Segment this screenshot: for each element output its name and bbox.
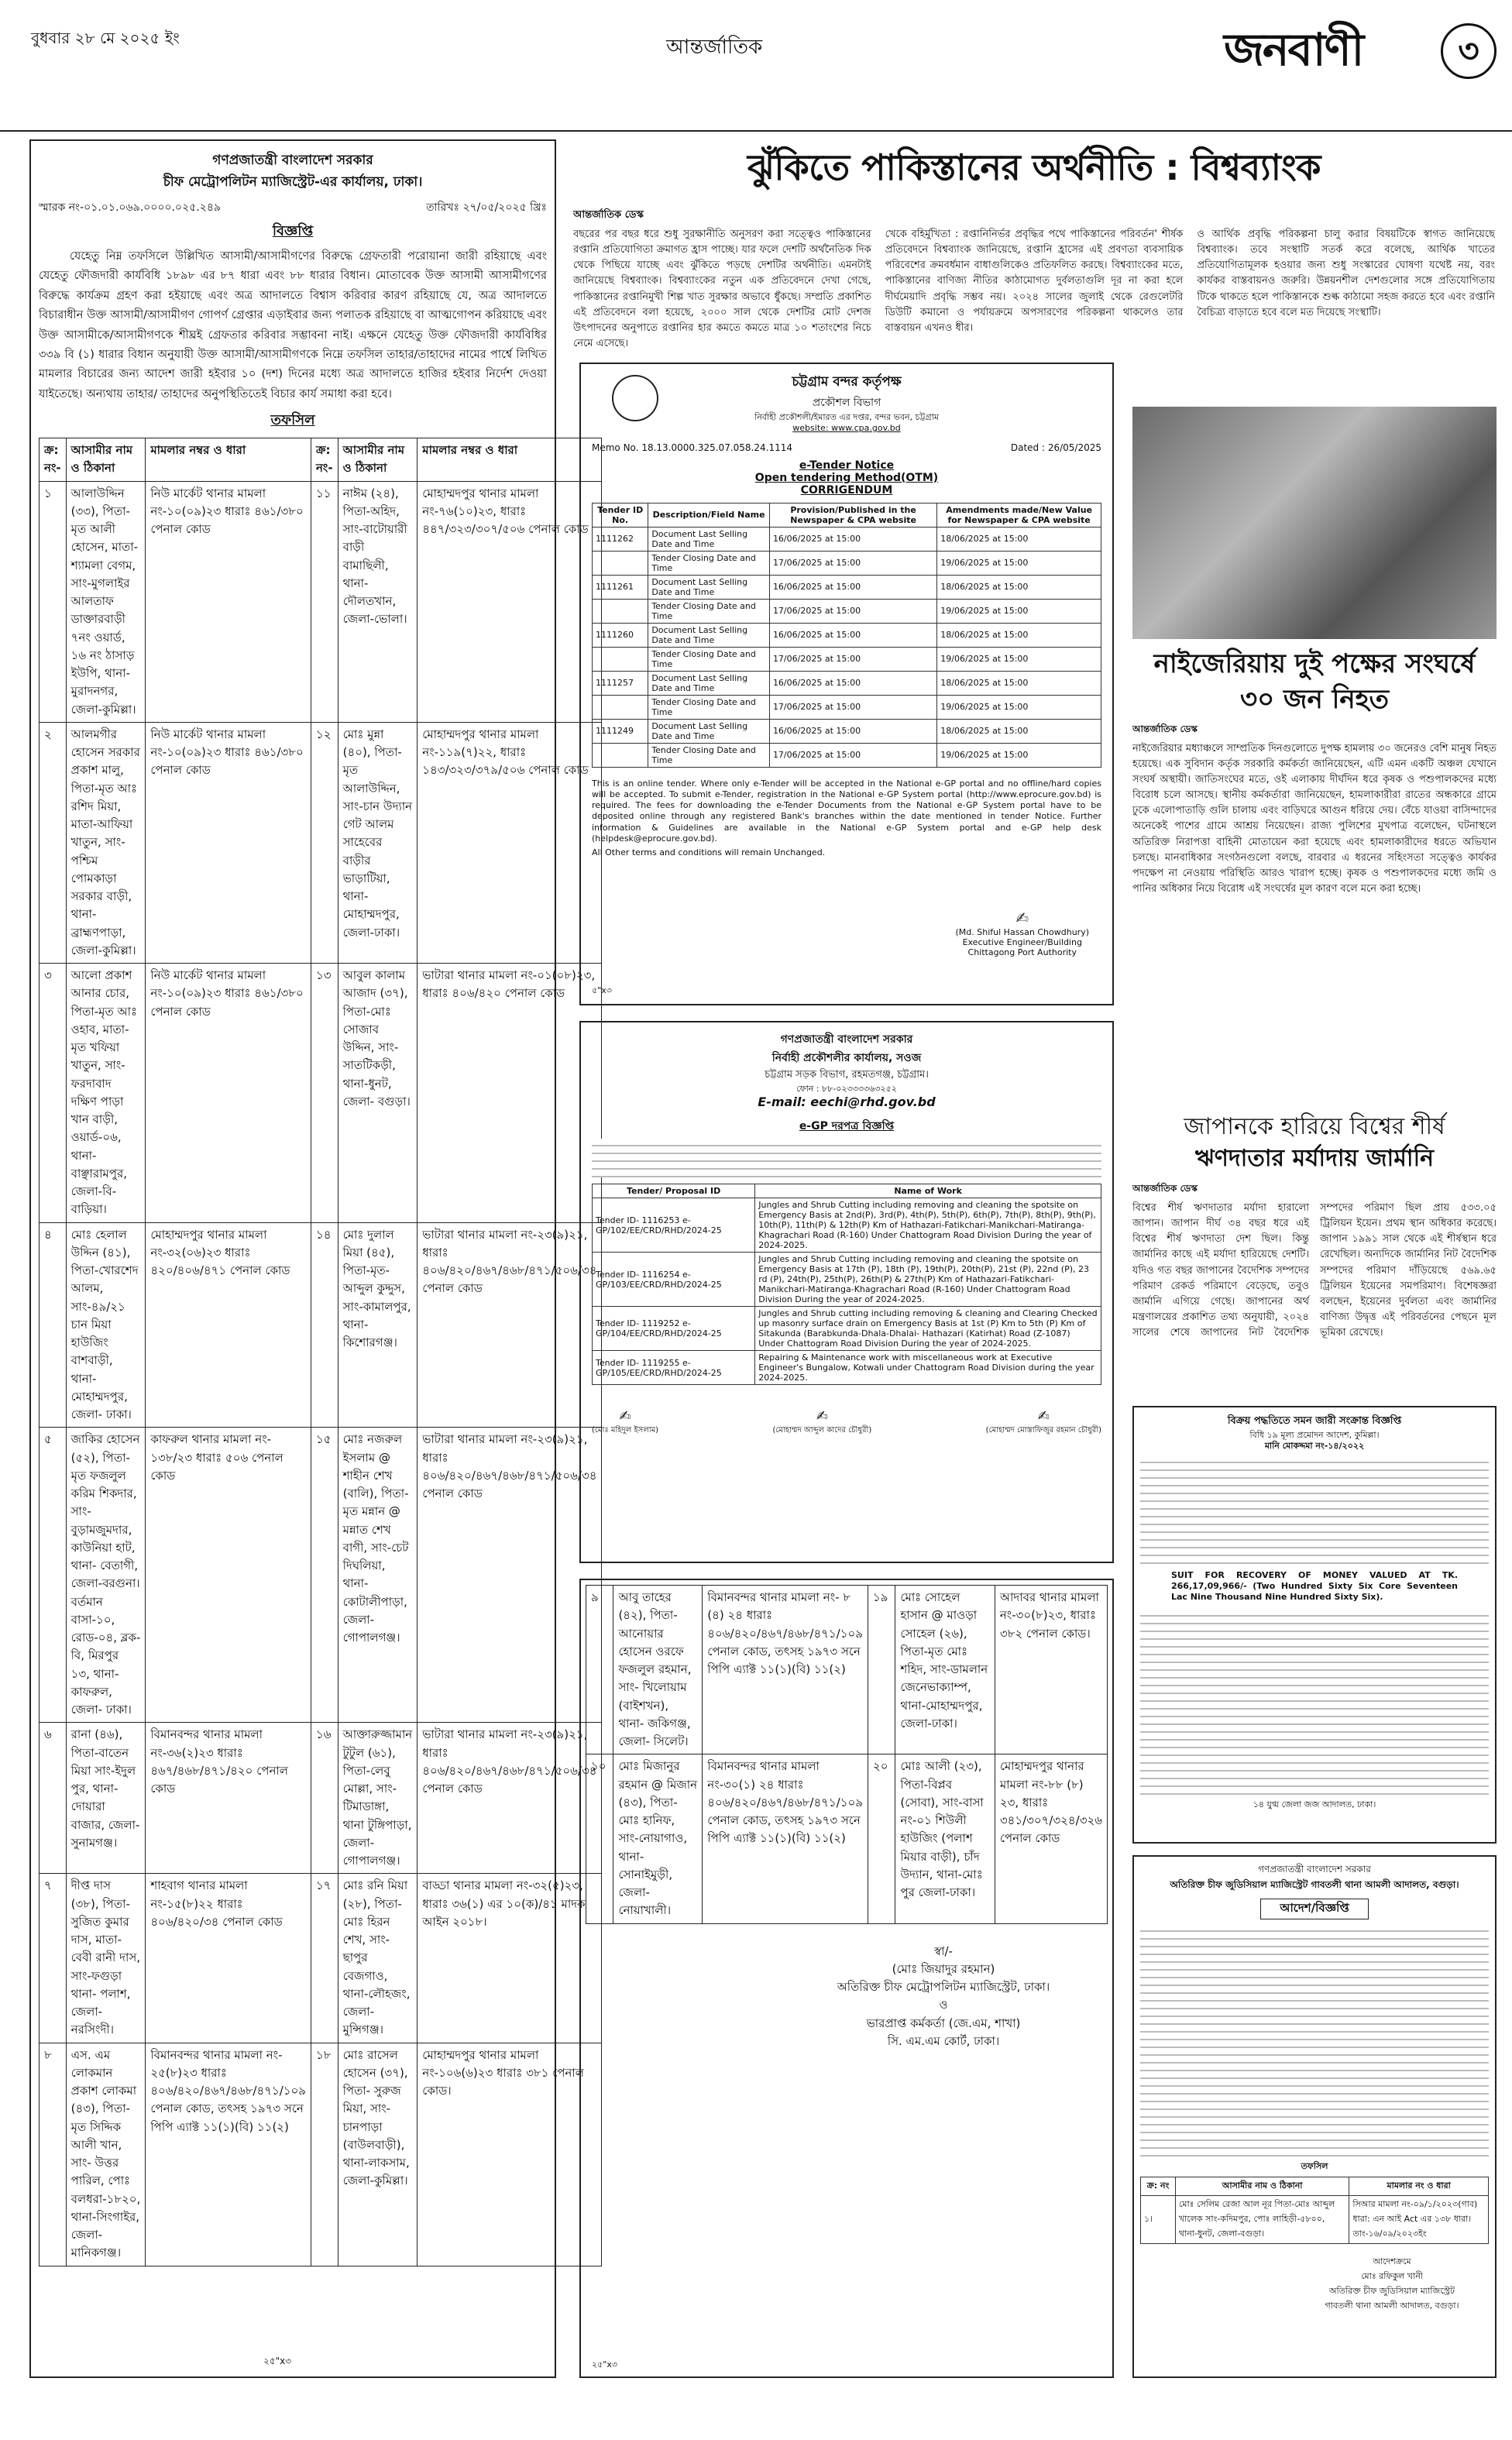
- table-cell: 19/06/2025 at 15:00: [937, 743, 1101, 767]
- bogura-gov: গণপ্রজাতন্ত্রী বাংলাদেশ সরকার: [1258, 1864, 1371, 1875]
- article-headline: ঝুঁকিতে পাকিস্তানের অর্থনীতি : বিশ্বব্যাংক: [747, 146, 1321, 188]
- table-cell: [593, 695, 648, 719]
- table-cell: ৬: [40, 1723, 67, 1874]
- rhd-email: E-mail: eechi@rhd.gov.bd: [758, 1095, 936, 1110]
- tender-row: [593, 527, 1101, 551]
- rhd-signature-2: ✍ (মোহাম্মদ আব্দুল কাদের চৌধুরী): [772, 1408, 872, 1435]
- table-cell: 16/06/2025 at 15:00: [769, 527, 936, 551]
- table-cell: ১২: [311, 722, 338, 963]
- table-cell: ২০: [868, 1754, 895, 1923]
- rhd-office: নির্বাহী প্রকৌশলীর কার্যালয়, সওজ: [771, 1052, 922, 1064]
- col-header: Name of Work: [755, 1184, 1101, 1198]
- table-cell: বিমানবন্দর থানার মামলা নং- ২৫(৮)২৩ ধারাঃ ৪০৬/৪২০/৪৬৭/৪৬৮/৪৭১/১০৯ পেনাল কোড, তৎসহ ১৯৭৩ সনে পিপি এ্যাক্ট ১১(১)(বি) ১১(২): [146, 2043, 311, 2266]
- table-cell: 1111262: [593, 527, 648, 551]
- cpa-signer-name: (Md. Shiful Hassan Chowdhury): [955, 927, 1089, 937]
- table-cell: ৫: [40, 1428, 67, 1723]
- nigeria-photo: [1132, 407, 1497, 639]
- table-cell: Document Last Selling Date and Time: [648, 623, 770, 647]
- table-row: ১। মোঃ সেলিম রেজা আল নূর পিতা-মোঃ আব্দুল খালেক সাং-কদিমপুর, পোঃ লাহিড়ী-৫৮০০, থানা-ধুনট, জেলা-বগুড়া। সিআর মামলা নং-০৯/১/২০২৩(গাব) ধারা: এন আই Act এর ১৩৮ ধারা। তাং-১৬/০৯/২০২৩ইং: [1141, 2196, 1489, 2244]
- table-cell: ২: [40, 722, 67, 963]
- cpa-title-2: Open tendering Method(OTM): [754, 471, 939, 484]
- schedule-row: [40, 1874, 602, 2043]
- table-cell: মোঃ আলী (২৩), পিতা-বিপ্লব (সোবা), সাং-বাসা নং-০১ শিউলী হাউজিং (পলাশ মিয়ার বাড়ী), চাঁদ উদ্যান, থানা-মোঃ পুর জেলা-ঢাকা।: [895, 1754, 995, 1923]
- table-cell: মোহাম্মদপুর থানার মামলা নং-৮৮ (৮) ২৩, ধারাঃ ৩৪১/৩০৭/৩২৪/৩২৬ পেনাল কোড: [995, 1754, 1107, 1923]
- rhd-title: e-GP দরপত্র বিজ্ঞপ্তি: [799, 1120, 895, 1133]
- table-cell: আবুল কালাম আজাদ (৩৭), পিতা-মোঃ সোজাব উদ্দিন, সাং-সাতটিকড়ী, থানা-ধুনট, জেলা- বগুড়া।: [338, 964, 418, 1223]
- notice-body: যেহেতু নিম্ন তফসিলে উল্লিখিত আসামী/আসামীগণের বিরুদ্ধে গ্রেফতারী পরোয়ানা জারী রহিয়াছে এবং যেহেতু ফৌজদারী কার্যবিধি ১৮৯৮ এর ৮৭ ধারা এবং ৮৮ ধারার বিধান। মোতাবেক উক্ত আসামী আসামীগণের বিরুদ্ধে কার্যক্রম গ্রহণ করা হইয়াছে এবং অত্র আদালতে বিশ্বাস করিবার কারণ রহিয়াছে যে, অত্র আদালতে বিচারাধীন উক্ত আসামী/আসামীগণ গোপর্ণ গ্রেপ্তার এড়াইবার জন্য পলাতক রহিয়াছে বা আত্মগোপন করিয়াছে এবং উক্ত আসামীকে/আসামীগণকে শীঘ্রই গ্রেফতার করিবার সম্ভাবনা নাই। এক্ষনে যেহেতু উক্ত ফৌজদারী কার্যবিধির ৩৩৯ বি (১) ধারার বিধান অনুযায়ী উক্ত আসামী/আসামীগণকে নিম্নে তফসিল তাহার/তাহাদের নামের পার্শ্বে লিখিত মামলার বিচারের জন্য আদেশ জারী হইবার ১০ (দশ) দিনের মধ্যে অত্র আদালতে হাজির হইবার নির্দেশ দেওয়া যাইতেছে। অন্যথায় তাহার/ তাহাদের অনুপস্থিতিতেই বিচার কার্য সমাধা করা হবে।: [39, 250, 547, 400]
- ad-code: ৫"x৩: [592, 985, 612, 995]
- table-cell: Document Last Selling Date and Time: [648, 575, 770, 599]
- table-cell: ১৪: [311, 1222, 338, 1428]
- bogura-court: অতিরিক্ত চীফ জুডিসিয়াল ম্যাজিস্ট্রেট গাবতলী থানা আমলী আদালত, বগুড়া।: [1170, 1879, 1459, 1890]
- summon-footer: ১৪ যুগ্ম জেলা জজ আদালত, ঢাকা।: [1253, 1799, 1376, 1810]
- cpa-signer-title: Executive Engineer/Building: [962, 937, 1082, 947]
- table-cell: বিমানবন্দর থানার মামলা নং-৩৬(২)২৩ ধারাঃ ৪৬৭/৪৬৮/৪৭১/৪২০ পেনাল কোড: [146, 1723, 311, 1874]
- table-cell: Document Last Selling Date and Time: [648, 527, 770, 551]
- col-header: ক্র: নং-: [311, 438, 338, 482]
- table-cell: ১৭: [311, 1874, 338, 2043]
- table-cell: 1111249: [593, 719, 648, 743]
- table-cell: 16/06/2025 at 15:00: [769, 623, 936, 647]
- tender-row: [593, 671, 1101, 695]
- cpa-signer-org: Chittagong Port Authority: [967, 947, 1077, 957]
- masthead-logo: [1224, 15, 1363, 91]
- table-cell: ১৫: [311, 1428, 338, 1723]
- tender-row: [593, 1351, 1101, 1385]
- summon-english: SUIT FOR RECOVERY OF MONEY VALUED AT TK. 266,17,09,966/- (Two Hundred Sixty Six Core Seventeen Lac Nine Thousand Nine Hundred Sixty Six).: [1171, 1569, 1458, 1603]
- table-cell: 18/06/2025 at 15:00: [937, 671, 1101, 695]
- notice-memo: স্মারক নং-০১.০১.০৬৯.০০০০.০২৫.২৪৯: [39, 201, 222, 214]
- schedule-row: [40, 1428, 602, 1723]
- table-cell: [593, 599, 648, 623]
- cpa-org: চট্টগ্রাম বন্দর কর্তৃপক্ষ: [792, 374, 902, 390]
- tender-row: [593, 743, 1101, 767]
- table-cell: Jungles and Shrub cutting including removing & cleaning and Clearing Checked up masonry surface drain on Emergency Basis at 1st (P) Km to 5th (P) Km of Sitakunda (Barabkunda-Dhala-Dhalai- Hathazari (Katirhat) Road (Z-1087) Under Chattogram Road Division During the year of 2024-2025.: [755, 1307, 1101, 1351]
- bogura-sig-title: আদেশক্রমে: [1373, 2256, 1411, 2267]
- table-cell: [593, 551, 648, 575]
- nigeria-headline: নাইজেরিয়ায় দুই পক্ষের সংঘর্ষে ৩০ জন নিহত: [1153, 648, 1476, 715]
- tender-row: [593, 1198, 1101, 1253]
- tender-row: [593, 1307, 1101, 1351]
- bogura-court-notice: [1132, 1855, 1497, 2378]
- notice-title: বিজ্ঞপ্তি: [272, 223, 314, 239]
- table-cell: Tender Closing Date and Time: [648, 695, 770, 719]
- table-cell: 19/06/2025 at 15:00: [937, 695, 1101, 719]
- table-cell: 19/06/2025 at 15:00: [937, 599, 1101, 623]
- col-header: আসামীর নাম ও ঠিকানা: [1175, 2177, 1349, 2196]
- table-cell: ভাটারা থানার মামলা নং-২৩(৯)২১, ধারাঃ ৪০৬/৪২০/৪৬৭/৪৬৮/৪৭১/৫০৬/৩৪ পেনাল কোড: [418, 1222, 602, 1428]
- table-cell: এস. এম লোকমান প্রকাশ লোকমা (৪৩), পিতা- মৃত সিদ্দিক আলী খান, সাং- উত্তর পারিল, পোঃ বলধরা-১৮২০, থানা-সিংগাইর, জেলা-মানিকগঞ্জ।: [66, 2043, 146, 2266]
- table-cell: 18/06/2025 at 15:00: [937, 575, 1101, 599]
- table-cell: মোহাম্মদপুর থানার মামলা নং-৩২(০৬)২৩ ধারাঃ ৪২০/৪০৬/৪৭১ পেনাল কোড: [146, 1222, 311, 1428]
- table-cell: নিউ মার্কেট থানার মামলা নং-১০(০৯)২৩ ধারাঃ ৪৬১/৩৮০ পেনাল কোড: [146, 964, 311, 1223]
- table-cell: ১০: [586, 1754, 613, 1923]
- tender-row: [593, 719, 1101, 743]
- table-cell: ১৮: [311, 2043, 338, 2266]
- col-header: আসামীর নাম ও ঠিকানা: [338, 438, 418, 482]
- table-cell: মোঃ মুন্না (৪০), পিতা-মৃত আলাউদ্দিন, সাং-চান উদ্যান গেট আলম সাহেবের বাড়ীর ভাড়াটিয়া, থানা-মোহাম্মদপুর, জেলা-ঢাকা।: [338, 722, 418, 963]
- table-cell: Tender Closing Date and Time: [648, 647, 770, 671]
- col-header: ক্র: নং-: [40, 438, 67, 482]
- table-cell: রানা (৪৬), পিতা-বাতেন মিয়া সাং-ইদুল পুর, থানা-দোয়ারা বাজার, জেলা- সুনামগঞ্জ।: [66, 1723, 146, 1874]
- cpa-footer-2: All Other terms and conditions will remain Unchanged.: [592, 847, 826, 858]
- court-notice-left: [29, 139, 597, 2378]
- tender-row: [593, 623, 1101, 647]
- japan-headline-1: জাপানকে হারিয়ে বিশ্বের শীর্ষ: [1184, 1113, 1445, 1140]
- table-cell: 17/06/2025 at 15:00: [769, 647, 936, 671]
- col-header: ক্র: নং: [1141, 2177, 1176, 2196]
- rhd-signature-3: ✍ (মোহাম্মদ মোস্তাফিজুর রহমান চৌধুরী): [985, 1408, 1101, 1435]
- table-cell: 1111260: [593, 623, 648, 647]
- nigeria-body: নাইজেরিয়ার মধ্যাঞ্চলে সাম্প্রতিক দিনগুলোতে দুপক্ষ হামলায় ৩০ জনেরও বেশি মানুষ নিহত হয়েছে। এক সুবিদান কর্তৃক সরকারি কর্মকর্তা জানিয়েছেন, এটি এমন একটি অঞ্চল যেখানে সংঘর্ষ অস্থায়ী। জাতিসংঘের মতে, ওই এলাকায় দীর্ঘদিন ধরে কৃষক ও পশুপালকদের মধ্যে বিরোধ চলে আসছে। স্থানীয় কর্মকর্তারা জানিয়েছেন, হামলাকারীরা রাতের অন্ধকারে গ্রামে ঢুকে এলোপাতাড়ি গুলি চালায় এবং বাড়িঘরে আগুন ধরিয়ে দেয়। বেঁচে যাওয়া বাসিন্দাদের অনেকেই পাশের গ্রামে আশ্রয় নিয়েছেন। রাজ্য পুলিশের মুখপাত্র বলেছেন, ঘটনাস্থলে অতিরিক্ত নিরাপত্তা বাহিনী মোতায়েন করা হয়েছে এবং হামলাকারীদের ধরতে অভিযান চলছে। মানবাধিকার সংগঠনগুলো বলছে, বারবার এ ধরনের সহিংসতা সত্ত্বেও কার্যকর পদক্ষেপ না নেওয়ায় পরিস্থিতি আরও খারাপ হচ্ছে। কৃষক ও পশুপালকদের মধ্যে জমি ও পানির অধিকার নিয়ে বিরোধ এই সংঘর্ষের মূল কারণ বলে মনে করা হচ্ছে।: [1132, 742, 1497, 895]
- table-cell: মোঃ সোহেল হাসান @ মাওড়া সোহেল (২৬), পিতা-মৃত মোঃ শহিদ, সাং-ডামলান জেনেভাক্যাম্প, থানা-মোহাম্মদপুর, জেলা-ঢাকা।: [895, 1586, 995, 1754]
- table-cell: 1111261: [593, 575, 648, 599]
- bogura-table: [1140, 2177, 1489, 2244]
- table-cell: মোঃ মিজানুর রহমান @ মিজান (৪৩), পিতা-মোঃ হানিফ, সাং-নোয়াগাও, থানা-সোনাইমুড়ী, জেলা-নোয়াখালী।: [613, 1754, 703, 1923]
- col-header: Provision/Published in the Newspaper & CPA website: [769, 503, 936, 527]
- magistrate-title: অতিরিক্ত চীফ মেট্রোপলিটন ম্যাজিস্ট্রেট, ঢাকা।: [837, 1980, 1050, 1994]
- table-cell: মোহাম্মদপুর থানার মামলা নং-১১৯(৭)২২, ধারাঃ ১৪৩/৩২৩/৩৭৯/৫০৬ পেনাল কোড: [418, 722, 602, 963]
- rhd-signature-1: ✍ (মোঃ মহিদুল ইসলাম): [592, 1408, 659, 1435]
- table-cell: Tender ID- 1119255 e-GP/105/EE/CRD/RHD/2024-25: [593, 1351, 755, 1385]
- summon-notice: [1132, 1406, 1497, 1844]
- table-cell: শাহবাগ থানার মামলা নং-১৫(৮)২২ ধারাঃ ৪০৬/৪২০/৩৪ পেনাল কোড: [146, 1874, 311, 2043]
- schedule-title: তফসিল: [270, 412, 315, 428]
- schedule-table-continued: [586, 1585, 1108, 1924]
- rhd-division: চট্টগ্রাম সড়ক বিভাগ, রহমতগঞ্জ, চট্টগ্রাম।: [765, 1069, 929, 1081]
- col-header: মামলার নম্বর ও ধারা: [146, 438, 311, 482]
- table-cell: আলো প্রকাশ আনার চোর, পিতা-মৃত আঃ ওহাব, মাতা-মৃত খফিয়া খাতুন, সাং-ফরদাবাদ দক্ষিণ পাড়া খান বাড়ী, ওয়ার্ড-০৬, থানা-বাঞ্ছারামপুর, জেলা-বি-বাড়িয়া।: [66, 964, 146, 1223]
- table-cell: আবু তাহের (৪২), পিতা- আনোয়ার হোসেন ওরফে ফজলুল রহমান, সাং- খিলোয়াম (বাইশখন), থানা- জকিগঞ্জ, জেলা- সিলেট।: [613, 1586, 703, 1754]
- table-cell: 17/06/2025 at 15:00: [769, 695, 936, 719]
- logo-text: জনবাণী: [1224, 23, 1363, 76]
- schedule-row: [40, 1723, 602, 1874]
- table-cell: আদাবর থানার মামলা নং-৩০(৮)২৩, ধারাঃ ৩৮২ পেনাল কোড।: [995, 1586, 1107, 1754]
- table-cell: Document Last Selling Date and Time: [648, 719, 770, 743]
- col-header: Description/Field Name: [648, 503, 770, 527]
- table-cell: ৩: [40, 964, 67, 1223]
- nigeria-article: [1132, 647, 1497, 958]
- japan-body: বিশ্বের শীর্ষ ঋণদাতার মর্যাদা হারালো জাপান। জাপান দীর্ঘ ৩৪ বছর ধরে এই বিশ্বের শীর্ষ ঋণদাতা দেশ ছিল। কিন্তু জার্মানির কাছে এই মর্যাদা হারিয়েছে দেশটি। যদিও গত বছর জাপানের বৈদেশিক সম্পদের পরিমাণ রেকর্ড পরিমাণে বেড়েছে, তবুও জার্মানি এগিয়ে গেছে। জাপানের অর্থ মন্ত্রণালয়ের প্রকাশিত তথ্য অনুযায়ী, ২০২৪ সালের শেষে জাপানের নিট বৈদেশিক সম্পদের পরিমাণ ছিল প্রায় ৫৩৩.০৫ ট্রিলিয়ন ইয়েন। প্রথম স্থান অধিকার করেছে। জাপান ১৯৯১ সাল থেকে এই শীর্ষস্থান ধরে রেখেছিল। অন্যদিকে জার্মানির নিট বৈদেশিক সম্পদের পরিমাণ দাঁড়িয়েছে ৫৬৯.৬৫ ট্রিলিয়ন ইয়েনের সমপরিমাণ। বিশেষজ্ঞরা বলছেন, ইয়েনের দুর্বলতা এবং জার্মানির বাণিজ্য উদ্বৃত্ত এই পরিবর্তনের পেছনে মূল ভূমিকা রেখেছে।: [1132, 1202, 1497, 1339]
- schedule-row: [40, 2043, 602, 2266]
- table-cell: 19/06/2025 at 15:00: [937, 551, 1101, 575]
- rhd-phone: ফোন : ৮৮-০২৩৩৩৩৬৩২৫২: [796, 1084, 897, 1094]
- cpa-tender-table: [592, 503, 1101, 768]
- table-cell: আক্তারুজ্জামান টুটুল (৬১), পিতা-লেবু মোল্লা, সাং-টিমাডাঙ্গা, থানা টুঙ্গিপাড়া, জেলা-গোপালগঞ্জ।: [338, 1723, 418, 1874]
- table-cell: ১৩: [311, 964, 338, 1223]
- bogura-schedule: তফসিল: [1301, 2161, 1328, 2171]
- officer-title: ভারপ্রাপ্ত কর্মকর্তা (জে.এম, শাখা): [866, 2016, 1021, 2030]
- sig-mark: স্বা/-: [934, 1943, 953, 1958]
- table-cell: 18/06/2025 at 15:00: [937, 527, 1101, 551]
- article-col-3: ও আর্থিক প্রবৃদ্ধি পরিকল্পনা চালু করার বিষয়টিকে স্বাগত জানিয়েছে বিশ্বব্যাংক। তবে সংস্থাটি সতর্ক করে বলেছে, আর্থিক খাতের প্রতিযোগিতামূলক হওয়ার জন্য শুধু সংস্কারের ঘোষণা যথেষ্ট নয়, বরং কার্যকর বাস্তবায়নও জরুরি। উন্নয়নশীল দেশগুলোর সঙ্গে প্রতিযোগিতায় টিকে থাকতে হলে পাকিস্তানকে শুল্ক কাঠামো সহজ করতে হবে এবং রপ্তানি বৈচিত্র্য বাড়াতে হবে বলে মত দিয়েছে সংস্থাটি।: [1197, 229, 1495, 318]
- table-cell: দীপ্ত দাস (৩৮), পিতা- সুজিত কুমার দাস, মাতা- বেবী রানী দাস, সাং-ফগুড়া থানা- পলাশ, জেলা- নরসিংদী।: [66, 1874, 146, 2043]
- table-cell: ১১: [311, 481, 338, 722]
- cpa-tender-notice: [579, 363, 1114, 1005]
- cpa-title-3: CORRIGENDUM: [800, 483, 893, 497]
- table-cell: বিমানবন্দর থানার মামলা নং- ৮ (৪) ২৪ ধারাঃ ৪০৬/৪২০/৪৬৭/৪৬৮/৪৭১/১০৯ পেনাল কোড, তৎসহ ১৯৭৩ সনে পিপি এ্যাক্ট ১১(১)(বি) ১১(২): [703, 1586, 868, 1754]
- table-cell: 16/06/2025 at 15:00: [769, 671, 936, 695]
- table-cell: Jungles and Shrub Cutting including removing and cleaning the spotsite on Emergency Basis at 2nd(P), 3rd(P), 4th(P), 5th(P), 6th(P), 7th(P), 8th(P), 9th(P), 10th(P), 11th(P) & 12th(P) Km of Hathazari-Fatikchari-Manikchari-Matiranga-Khagrachari Road (R-160) Under Chattogram Road Division During the year of 2024-2025.: [755, 1198, 1101, 1253]
- cpa-address: নির্বাহী প্রকৌশলী/ইমারত এর দপ্তর, বন্দর ভবন, চট্টগ্রাম: [754, 412, 939, 422]
- summon-body-text: [1140, 1609, 1489, 1795]
- tender-row: [593, 575, 1101, 599]
- table-cell: [593, 647, 648, 671]
- cpa-title-1: e-Tender Notice: [799, 459, 895, 472]
- page-number: ৩: [1441, 23, 1497, 79]
- schedule-row: [40, 1222, 602, 1428]
- table-cell: ভাটারা থানার মামলা নং-২৩(৯)২১, ধারাঃ ৪০৬/৪২০/৪৬৭/৪৬৮/৪৭১/৫০৬/৩৪ পেনাল কোড: [418, 1428, 602, 1723]
- table-cell: 18/06/2025 at 15:00: [937, 719, 1101, 743]
- schedule-row: [40, 722, 602, 963]
- japan-desk: আন্তর্জাতিক ডেস্ক: [1132, 1183, 1198, 1194]
- page-header: [0, 0, 1512, 132]
- japan-headline-2: ঋণদাতার মর্যাদায় জার্মানি: [1194, 1144, 1435, 1172]
- table-cell: 17/06/2025 at 15:00: [769, 599, 936, 623]
- bogura-body-text: [1140, 1924, 1489, 2156]
- table-cell: আলাউদ্দিন (৩৩), পিতা-মৃত আলী হোসেন, মাতা-শ্যামলা বেগম, সাং-মুগলাইর আলতাফ ডাক্তারবাড়ী ৭নং ওয়ার্ড, ১৬ নং ঠাসাড় ইউপি, থানা-মুরাদনগর, জেলা-কুমিল্লা।: [66, 481, 146, 722]
- cpa-dated: Dated : 26/05/2025: [1010, 442, 1101, 453]
- table-cell: ৭: [40, 1874, 67, 2043]
- table-cell: Tender Closing Date and Time: [648, 599, 770, 623]
- cpa-logo-icon: [612, 375, 658, 421]
- tender-row: [593, 647, 1101, 671]
- rhd-tender-notice: [579, 1021, 1114, 1563]
- schedule-row: [586, 1586, 1108, 1754]
- header-section: আন্তর্জাতিক: [666, 36, 763, 59]
- bogura-sig-org: গাবতলী থানা আমলী আদালত, বগুড়া।: [1325, 2301, 1459, 2311]
- notice-date: তারিখঃ ২৭/০৫/২০২৫ খ্রিঃ: [426, 201, 547, 214]
- article-desk: আন্তর্জাতিক ডেস্ক: [573, 209, 644, 221]
- summon-subtitle: বিধি ১৯ মূল্য প্রমোদন আদেশ, কুমিল্লা।: [1249, 1430, 1380, 1440]
- schedule-table: [39, 438, 602, 2266]
- table-cell: মোহাম্মদপুর থানার মামলা নং-৭৬(১০)২৩, ধারাঃ ৪৪৭/৩২৩/৩০৭/৫০৬ পেনাল কোড: [418, 481, 602, 722]
- bogura-sig-name: মোঃ রফিকুল খানী: [1361, 2271, 1423, 2282]
- rhd-gov: গণপ্রজাতন্ত্রী বাংলাদেশ সরকার: [780, 1033, 913, 1046]
- officer-org: সি. এম.এম কোর্ট, ঢাকা।: [887, 2033, 1000, 2048]
- cpa-footer: This is an online tender. Where only e-Tender will be accepted in the National e-GP portal and no offline/hard copies will be accepted. To submit e-Tender, registration in the National e-GP System portal (http://www.eprocure.gov.bd) is required. The fees for downloading the e-Tender Documents from the National e-GP System portal have to be deposited online through any registered Bank's branches within the date mentioned in tender Notice. Further information & Guidelines are available in the National e-GP System portal and e-GP help desk (helpdesk@eprocure.gov.bd).: [592, 778, 1101, 844]
- tender-row: [593, 695, 1101, 719]
- col-header: আসামীর নাম ও ঠিকানা: [66, 438, 146, 482]
- table-cell: 17/06/2025 at 15:00: [769, 551, 936, 575]
- table-cell: নাঈম (২৪), পিতা-অহিদ, সাং-বাটোয়ারী বাড়ী বামাছিলী, থানা-দৌলতখান, জেলা-ভোলা।: [338, 481, 418, 722]
- table-cell: Jungles and Shrub Cutting including removing and cleaning the spotsite on Emergency Basis at 17th (P), 18th (P), 19th(P), 20th(P), 21st (P), 22nd (P), 23 rd (P), 24th(P), 25th(P), 26th(P) & 27th(P) Km of Hathazari-Fatikchari-Manikchari-Matiranga-Khagrachari Road (R-160) Under Chattogram Road Division During the year of 2024-2025.: [755, 1253, 1101, 1307]
- cpa-memo: Memo No. 18.13.0000.325.07.058.24.1114: [592, 442, 792, 453]
- schedule-row: [40, 964, 602, 1223]
- table-cell: মোঃ হেলাল উদ্দিন (৪১), পিতা-খোরশেদ আলম, সাং-৪৯/২১ চান মিয়া হাউজিং বাশবাড়ী, থানা-মোহাম্মদপুর, জেলা- ঢাকা।: [66, 1222, 146, 1428]
- notice-gov-line: গণপ্রজাতন্ত্রী বাংলাদেশ সরকার: [212, 153, 373, 168]
- article-col-1: বছরের পর বছর ধরে শুধু সুরক্ষানীতি অনুসরণ করা সত্ত্বেও পাকিস্তানের রপ্তানি প্রতিযোগিতা ক্রমাগত হ্রাস পাচ্ছে। যার ফলে দেশটি অর্থনৈতিক দিক থেকে পিছিয়ে যাচ্ছে এবং ঝুঁকিতে পড়ছে দেশটির অর্থনীতি। এমনটাই জানিয়েছে বিশ্বব্যাংক। বিশ্বব্যাংকের নতুন এক প্রতিবেদনে দেখা গেছে, পাকিস্তানের রপ্তানিমুখী শিল্প খাত সুরক্ষার অভাবে ধুঁকছে। সম্প্রতি প্রকাশিত এই প্রতিবেদনে বলা হয়েছে, ২০০০ সাল থেকে দেশটির মোট দেশজ উৎপাদনের অনুপাতে রপ্তানির হার কমতে কমতে মাত্র ১০ শতাংশের নিচে নেমে এসেছে।: [573, 229, 871, 349]
- table-cell: ১: [40, 481, 67, 722]
- table-cell: Tender ID- 1116254 e-GP/103/EE/CRD/RHD/2024-25: [593, 1253, 755, 1307]
- table-cell: মোঃ রাসেল হোসেন (৩৭), পিতা- সুরুজ মিয়া, সাং-চানপাড়া (বাউলবাড়ী), থানা-লাকসাম, জেলা-কুমিল্লা।: [338, 2043, 418, 2266]
- table-cell: আলমগীর হোসেন সরকার প্রকাশ মালু, পিতা-মৃত আঃ রশিদ মিয়া, মাতা-আফিয়া খাতুন, সাং-পশ্চিম পোমকাড়া সরকার বাড়ী, থানা-ব্রাহ্মণপাড়া, জেলা-কুমিল্লা।: [66, 722, 146, 963]
- table-cell: কাফরুল থানার মামলা নং- ১৩৮/২৩ ধারাঃ ৫০৬ পেনাল কোড: [146, 1428, 311, 1723]
- summon-title: বিক্রয় পদ্ধতিতে সমন জারী সংক্রান্ত বিজ্ঞপ্তি: [1227, 1415, 1402, 1427]
- article-col-2: খেকে বহির্মুখিতা : রপ্তানিনির্ভর প্রবৃদ্ধির পথে পাকিস্তানের পরিবর্তন' শীর্ষক প্রতিবেদনে বিশ্বব্যাংক জানিয়েছে, রপ্তানি হ্রাসের এই প্রবণতা ব্যবসায়িক পরিবেশের ক্রমবর্ধমান বাধাগুলিকেও প্রতিফলিত করছে। বিশ্বব্যাংকের মতে, পাকিস্তানের বাণিজ্য নীতির কাঠামোগত দুর্বলতাগুলি দূর না করা হলে দীর্ঘমেয়াদি প্রবৃদ্ধি সম্ভব নয়। ২০২৪ সালের জুলাই থেকে রেগুলেটরি ডিউটি কমানো ও পর্যায়ক্রমে অপসারণের পরিকল্পনা থাকলেও তার বাস্তবায়ন এখনও ধীর।: [885, 229, 1184, 334]
- table-cell: Tender ID- 1119252 e-GP/104/EE/CRD/RHD/2024-25: [593, 1307, 755, 1351]
- bogura-title: আদেশ/বিজ্ঞপ্তি: [1260, 1899, 1369, 1919]
- tender-row: [593, 551, 1101, 575]
- table-cell: 17/06/2025 at 15:00: [769, 743, 936, 767]
- table-cell: ভাটারা থানার মামলা নং-২৩(৯)২১, ধারাঃ ৪০৬/৪২০/৪৬৭/৪৬৮/৪৭১/৫০৬/৩৪ পেনাল কোড: [418, 1723, 602, 1874]
- table-cell: ১৬: [311, 1723, 338, 1874]
- col-header: মামলার নম্বর ও ধারা: [418, 438, 602, 482]
- header-date: বুধবার ২৮ মে ২০২৫ ইং: [31, 29, 180, 47]
- col-header: মামলার নং ও ধারা: [1349, 2177, 1489, 2196]
- table-cell: ১৯: [868, 1586, 895, 1754]
- table-cell: মোঃ নজরুল ইসলাম @ শাহীন শেখ (বালি), পিতা-মৃত মন্নান @ মন্নাত শেখ বাগী, সাং-চেট দিঘলিয়া, থানা-কোটালীপাড়া, জেলা-গোপালগঞ্জ।: [338, 1428, 418, 1723]
- table-cell: Tender Closing Date and Time: [648, 743, 770, 767]
- tender-row: [593, 1253, 1101, 1307]
- notice-office-line: চীফ মেট্রোপলিটন ম্যাজিস্ট্রেট-এর কার্যালয়, ঢাকা।: [163, 174, 423, 190]
- table-cell: 18/06/2025 at 15:00: [937, 623, 1101, 647]
- schedule-row: [586, 1754, 1108, 1923]
- cpa-dept: প্রকৌশল বিভাগ: [812, 397, 881, 409]
- schedule-header-row: [40, 438, 602, 482]
- rhd-intro-text: [592, 1139, 1101, 1177]
- table-cell: নিউ মার্কেট থানার মামলা নং-১০(০৯)২৩ ধারাঃ ৪৬১/৩৮০ পেনাল কোড: [146, 722, 311, 963]
- table-cell: Tender Closing Date and Time: [648, 551, 770, 575]
- summon-parties-text: [1140, 1455, 1489, 1564]
- table-cell: ৪: [40, 1222, 67, 1428]
- table-cell: 16/06/2025 at 15:00: [769, 575, 936, 599]
- table-cell: ৮: [40, 2043, 67, 2266]
- table-cell: নিউ মার্কেট থানার মামলা নং-১০(০৯)২৩ ধারাঃ ৪৬১/৩৮০ পেনাল কোড: [146, 481, 311, 722]
- ad-code: ২৫"x৩: [592, 2359, 618, 2370]
- nigeria-desk: আন্তর্জাতিক ডেস্ক: [1132, 723, 1198, 734]
- table-cell: [593, 743, 648, 767]
- schedule-row: [40, 481, 602, 722]
- table-cell: 19/06/2025 at 15:00: [937, 647, 1101, 671]
- magistrate-name: (মোঃ জিয়াদুর রহমান): [892, 1961, 995, 1976]
- table-cell: Repairing & Maintenance work with miscellaneous work at Executive Engineer's Bungalow, Kotwali under Chattogram Road Division during the year 2024-2025.: [755, 1351, 1101, 1385]
- sig-and: ও: [939, 1998, 948, 2012]
- col-header: Amendments made/New Value for Newspaper & CPA website: [937, 503, 1101, 527]
- table-cell: জাকির হোসেন (৫২), পিতা-মৃত ফজলুল করিম শিকদার, সাং-বুড়ামজুমদার, কাউনিয়া হাট, থানা- বেতাগী, জেলা-বরগুনা। বর্তমান বাসা-১০, রোড-০৪, ব্লক-বি, মিরপুর ১৩, থানা-কাফরুল, জেলা- ঢাকা।: [66, 1428, 146, 1723]
- table-cell: মোঃ রনি মিয়া (২৮), পিতা-মোঃ হিরন শেখ, সাং-ছাপুর বেজগাও, থানা-লৌহজং, জেলা-মুন্সিগঞ্জ।: [338, 1874, 418, 2043]
- table-cell: বাড্ডা থানার মামলা নং-৩২(৫)২৩, ধারাঃ ৩৬(১) এর ১০(ক)/৪১ মাদক আইন ২০১৮।: [418, 1874, 602, 2043]
- col-header: Tender/ Proposal ID: [593, 1184, 755, 1198]
- table-cell: Tender ID- 1116253 e-GP/102/EE/CRD/RHD/2024-25: [593, 1198, 755, 1253]
- table-cell: 16/06/2025 at 15:00: [769, 719, 936, 743]
- table-cell: Document Last Selling Date and Time: [648, 671, 770, 695]
- bogura-sig-role: অতিরিক্ত চীফ জুডিসিয়াল ম্যাজিস্ট্রেট: [1328, 2286, 1455, 2297]
- table-cell: 1111257: [593, 671, 648, 695]
- ad-code: ২৫"x৩: [263, 2356, 292, 2366]
- summon-case: মানি মোকদ্দমা নং-১৪/২০২২: [1264, 1441, 1365, 1452]
- table-cell: ৯: [586, 1586, 613, 1754]
- table-cell: মোহাম্মদপুর থানার মামলা নং-১০৬(৬)২৩ ধারাঃ ৩৮১ পেনাল কোড।: [418, 2043, 602, 2266]
- table-cell: ভাটারা থানার মামলা নং-০১(০৮)২৩, ধারাঃ ৪০৬/৪২০ পেনাল কোড: [418, 964, 602, 1223]
- japan-article: [1132, 1112, 1497, 1402]
- cpa-website: website: www.cpa.gov.bd: [792, 423, 901, 434]
- tender-row: [593, 599, 1101, 623]
- table-cell: বিমানবন্দর থানার মামলা নং-৩০(১) ২৪ ধারাঃ ৪০৬/৪২০/৪৬৭/৪৬৮/৪৭১/১০৯ পেনাল কোড, তৎসহ ১৯৭৩ সনে পিপি এ্যাক্ট ১১(১)(বি) ১১(২): [703, 1754, 868, 1923]
- rhd-tender-table: [592, 1184, 1101, 1385]
- court-notice-continued: [579, 1579, 1114, 2378]
- signature-mark: ✍: [1015, 909, 1029, 927]
- col-header: Tender ID No.: [593, 503, 648, 527]
- table-cell: মোঃ দুলাল মিয়া (৪৫), পিতা-মৃত-আব্দুল কুদ্দুস, সাং-কামালপুর, থানা-কিশোরগঞ্জ।: [338, 1222, 418, 1428]
